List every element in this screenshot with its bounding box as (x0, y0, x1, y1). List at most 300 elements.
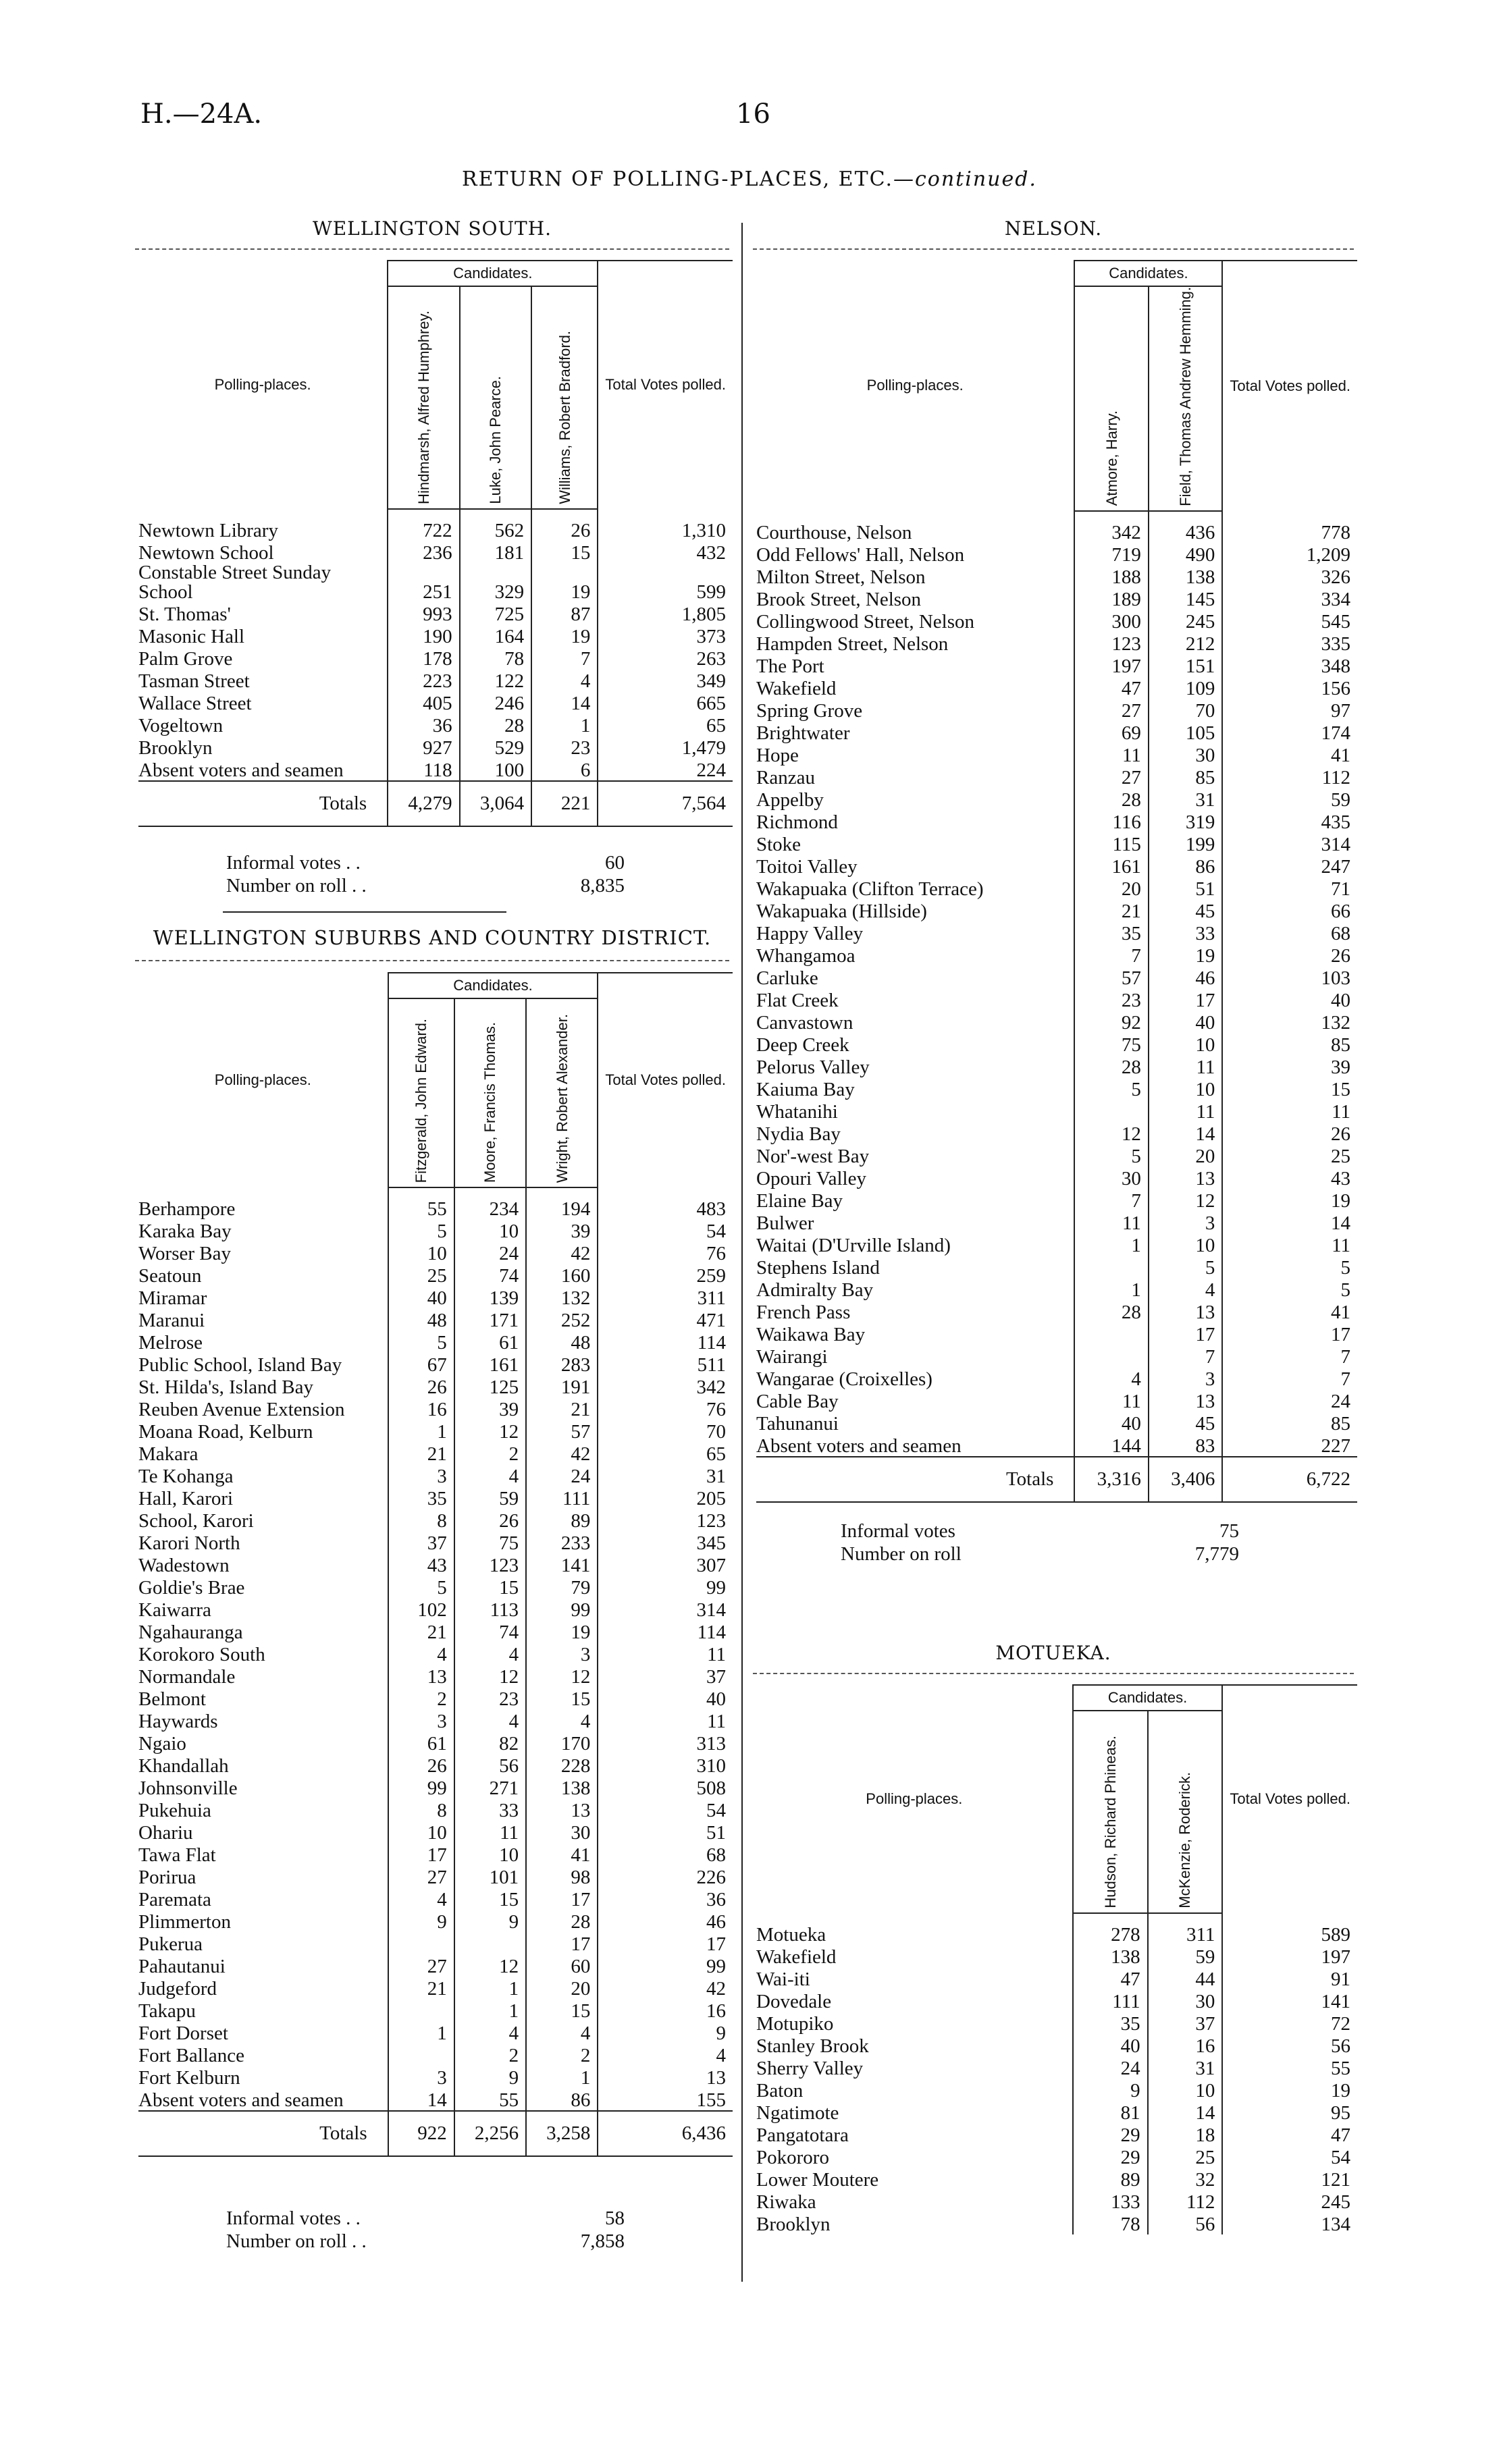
vote-count-cell: 57 (1074, 966, 1148, 988)
table-row (756, 699, 1357, 721)
total-votes-cell: 112 (1222, 766, 1357, 788)
vote-count-cell: 118 (388, 758, 459, 781)
vote-count-cell: 28 (526, 1910, 598, 1932)
vote-count-cell: 13 (1149, 1389, 1222, 1412)
candidate-total-cell: 922 (388, 2111, 454, 2156)
table-row (138, 1464, 733, 1487)
vote-count-cell: 4 (388, 1887, 454, 1910)
polling-place-name: Toitoi Valley (756, 855, 858, 878)
polling-place-name: Collingwood Street, Nelson (756, 610, 975, 633)
vote-count-cell: 15 (454, 1576, 526, 1598)
table-row (756, 944, 1357, 966)
polling-places-header: Polling-places. (214, 376, 311, 393)
polling-place-name: Miramar (138, 1287, 207, 1309)
vote-count-cell: 100 (460, 758, 531, 781)
candidates-header: Candidates. (1073, 1685, 1223, 1711)
vote-count-cell: 111 (526, 1487, 598, 1509)
polling-place-name: Hampden Street, Nelson (756, 633, 949, 655)
polling-place-name: Constable Street Sunday School (138, 562, 332, 603)
total-votes-header: Total Votes polled. (1222, 1685, 1357, 1913)
polling-place-name: Kaiwarra (138, 1599, 211, 1621)
vote-count-cell: 20 (1074, 877, 1148, 899)
vote-count-cell: 138 (1149, 565, 1222, 587)
vote-count-cell (1074, 1256, 1148, 1278)
vote-count-cell: 89 (1073, 2168, 1148, 2190)
table-row (756, 1945, 1357, 1967)
candidate-name: Williams, Robert Bradford. (556, 331, 573, 504)
vote-count-cell: 40 (1073, 2034, 1148, 2056)
vote-count-cell: 15 (531, 541, 598, 563)
vote-count-cell: 30 (1148, 1989, 1223, 2012)
total-votes-cell: 39 (1222, 1055, 1357, 1077)
vote-count-cell: 33 (454, 1798, 526, 1821)
table-row (756, 2145, 1357, 2168)
table-row (756, 1322, 1357, 1345)
polling-place-name: Kaiuma Bay (756, 1078, 855, 1100)
polling-place-name: Cable Bay (756, 1390, 839, 1412)
total-votes-cell: 5 (1222, 1256, 1357, 1278)
polling-place-name: Fort Kelburn (138, 2067, 240, 2089)
polling-place-name: Te Kohanga (138, 1466, 234, 1487)
vote-count-cell: 12 (454, 1665, 526, 1687)
total-votes-cell: 54 (598, 1798, 733, 1821)
total-votes-cell: 42 (598, 1977, 733, 1999)
total-votes-cell: 174 (1222, 721, 1357, 743)
polling-place-name: Pokororo (756, 2147, 829, 2168)
vote-count-cell: 405 (388, 691, 459, 714)
vote-count-cell: 5 (388, 1331, 454, 1353)
vote-count-cell: 16 (1148, 2034, 1223, 2056)
vote-count-cell: 719 (1074, 543, 1148, 565)
vote-count-cell: 246 (460, 691, 531, 714)
table-row (138, 2021, 733, 2043)
polling-place-name: Courthouse, Nelson (756, 521, 912, 543)
total-votes-cell: 16 (598, 1999, 733, 2021)
vote-count-cell: 42 (526, 1442, 598, 1464)
polling-place-name: Moana Road, Kelburn (138, 1421, 313, 1443)
vote-count-cell: 111 (1073, 1989, 1148, 2012)
total-votes-cell: 85 (1222, 1033, 1357, 1055)
vote-count-cell: 12 (454, 1954, 526, 1977)
table-row (756, 1389, 1357, 1412)
table-row (756, 1345, 1357, 1367)
motueka-top-rule (753, 1673, 1354, 1674)
vote-count-cell: 109 (1149, 676, 1222, 699)
polling-place-name: Brook Street, Nelson (756, 588, 922, 610)
total-votes-cell: 247 (1222, 855, 1357, 877)
vote-count-cell: 190 (388, 624, 459, 647)
wellington-south-rows (138, 509, 733, 826)
polling-places-header: Polling-places. (214, 1071, 311, 1088)
total-votes-cell: 11 (598, 1709, 733, 1732)
vote-count-cell: 24 (526, 1464, 598, 1487)
table-row (756, 1913, 1357, 1945)
vote-count-cell: 31 (1149, 788, 1222, 810)
total-votes-cell: 25 (1222, 1144, 1357, 1167)
candidate-total-cell: 2,256 (454, 2111, 526, 2156)
total-votes-cell: 17 (1222, 1322, 1357, 1345)
vote-count-cell: 164 (460, 624, 531, 647)
vote-count-cell: 141 (526, 1553, 598, 1576)
vote-count-cell: 35 (1074, 921, 1148, 944)
vote-count-cell: 57 (526, 1420, 598, 1442)
table-row (756, 1256, 1357, 1278)
polling-place-name: Motueka (756, 1924, 826, 1946)
vote-count-cell: 3 (388, 1709, 454, 1732)
table-row (138, 691, 733, 714)
table-row (138, 1843, 733, 1865)
wellington-south-title: WELLINGTON SOUTH. (312, 217, 552, 240)
total-votes-header: Total Votes polled. (1222, 261, 1357, 511)
vote-count-cell: 23 (1074, 988, 1148, 1011)
total-votes-cell: 156 (1222, 676, 1357, 699)
informal-value: 58 (605, 2207, 625, 2229)
candidate-name: McKenzie, Roderick. (1176, 1772, 1194, 1908)
vote-count-cell: 23 (454, 1687, 526, 1709)
vote-count-cell: 75 (454, 1531, 526, 1553)
candidate-column (531, 286, 598, 509)
total-votes-cell: 227 (1222, 1434, 1357, 1457)
total-votes-cell: 197 (1222, 1945, 1357, 1967)
wellington-south-roll (226, 875, 625, 897)
polling-place-name: Wakefield (756, 1946, 837, 1968)
vote-count-cell: 4 (1149, 1278, 1222, 1300)
vote-count-cell: 12 (1149, 1189, 1222, 1211)
page-title-continued: continued. (915, 167, 1037, 191)
total-votes-cell: 17 (598, 1932, 733, 1954)
total-votes-cell: 134 (1222, 2212, 1357, 2234)
total-votes-cell: 24 (1222, 1389, 1357, 1412)
vote-count-cell: 40 (1074, 1412, 1148, 1434)
polling-place-name: Karori North (138, 1532, 240, 1554)
polling-place-name: Pukehuia (138, 1800, 211, 1821)
polling-place-name: Maranui (138, 1310, 205, 1331)
vote-count-cell: 70 (1149, 699, 1222, 721)
total-votes-cell: 349 (598, 669, 733, 691)
vote-count-cell: 3 (1149, 1211, 1222, 1233)
vote-count-cell: 5 (1149, 1256, 1222, 1278)
candidate-name: Wright, Robert Alexander. (553, 1013, 571, 1183)
polling-place-name: Admiralty Bay (756, 1279, 874, 1301)
polling-place-name: Wangarae (Croixelles) (756, 1368, 932, 1390)
polling-place-name: Goldie's Brae (138, 1577, 245, 1599)
vote-count-cell: 4 (526, 1709, 598, 1732)
candidate-total-cell: 3,064 (460, 781, 531, 826)
table-row (138, 602, 733, 624)
vote-count-cell: 55 (454, 2088, 526, 2111)
vote-count-cell: 15 (526, 1687, 598, 1709)
polling-place-name: Newtown Library (138, 520, 278, 541)
vote-count-cell: 101 (454, 1865, 526, 1887)
total-votes-cell: 15 (1222, 1077, 1357, 1100)
polling-place-name: Pelorus Valley (756, 1056, 870, 1078)
total-votes-cell: 72 (1222, 2012, 1357, 2034)
total-votes-cell: 342 (598, 1375, 733, 1397)
vote-count-cell: 283 (526, 1353, 598, 1375)
table-row (756, 1300, 1357, 1322)
table-row (756, 1100, 1357, 1122)
polling-place-name: Motupiko (756, 2013, 834, 2035)
total-votes-cell: 326 (1222, 565, 1357, 587)
table-row (756, 2123, 1357, 2145)
polling-place-name: Nor'-west Bay (756, 1145, 870, 1167)
total-votes-cell: 76 (598, 1241, 733, 1264)
table-row (756, 511, 1357, 543)
vote-count-cell: 27 (388, 1954, 454, 1977)
vote-count-cell: 236 (388, 541, 459, 563)
table-row (756, 1077, 1357, 1100)
vote-count-cell: 7 (1074, 944, 1148, 966)
vote-count-cell: 112 (1148, 2190, 1223, 2212)
totals-row (756, 1457, 1357, 1502)
total-votes-cell: 1,805 (598, 602, 733, 624)
roll-label: Number on roll . . (226, 2230, 367, 2252)
vote-count-cell: 252 (526, 1308, 598, 1331)
vote-count-cell: 151 (1149, 654, 1222, 676)
vote-count-cell: 35 (1073, 2012, 1148, 2034)
candidate-total-cell: 221 (531, 781, 598, 826)
total-votes-cell: 471 (598, 1308, 733, 1331)
table-row (138, 1687, 733, 1709)
vote-count-cell: 15 (526, 1999, 598, 2021)
total-votes-cell: 31 (598, 1464, 733, 1487)
vote-count-cell: 10 (388, 1241, 454, 1264)
table-row (756, 2056, 1357, 2079)
vote-count-cell: 251 (388, 563, 459, 602)
table-row (756, 966, 1357, 988)
polling-place-name: Public School, Island Bay (138, 1354, 342, 1376)
table-row (138, 1932, 733, 1954)
polling-place-name: Pukerua (138, 1933, 203, 1955)
table-row (756, 2079, 1357, 2101)
table-row (138, 1308, 733, 1331)
table-row (138, 1219, 733, 1241)
vote-count-cell: 8 (388, 1509, 454, 1531)
total-votes-cell: 4 (598, 2043, 733, 2066)
vote-count-cell: 11 (1074, 1389, 1148, 1412)
table-row (756, 1412, 1357, 1434)
polling-place-name: Happy Valley (756, 922, 864, 944)
polling-place-name: Tasman Street (138, 670, 250, 692)
vote-count-cell: 7 (531, 647, 598, 669)
vote-count-cell: 27 (388, 1865, 454, 1887)
table-row (756, 610, 1357, 632)
vote-count-cell: 311 (1148, 1913, 1223, 1945)
vote-count-cell: 17 (388, 1843, 454, 1865)
total-votes-cell: 114 (598, 1620, 733, 1642)
candidate-column (460, 286, 531, 509)
vote-count-cell: 10 (1149, 1033, 1222, 1055)
vote-count-cell: 132 (526, 1286, 598, 1308)
vote-count-cell: 45 (1149, 1412, 1222, 1434)
table-row (138, 1420, 733, 1442)
total-votes-cell: 508 (598, 1776, 733, 1798)
totals-row (138, 781, 733, 826)
vote-count-cell: 234 (454, 1187, 526, 1219)
informal-label: Informal votes (841, 1520, 955, 1542)
total-votes-cell: 36 (598, 1887, 733, 1910)
vote-count-cell: 19 (1149, 944, 1222, 966)
candidate-column (454, 998, 526, 1187)
vote-count-cell: 4 (454, 1642, 526, 1665)
vote-count-cell: 14 (1149, 1122, 1222, 1144)
page-title (0, 167, 1499, 191)
total-votes-cell: 99 (598, 1954, 733, 1977)
polling-place-name: Worser Bay (138, 1243, 231, 1264)
total-votes-cell: 54 (1222, 2145, 1357, 2168)
vote-count-cell: 113 (454, 1598, 526, 1620)
table-row (138, 541, 733, 563)
vote-count-cell: 5 (1074, 1144, 1148, 1167)
vote-count-cell: 21 (526, 1397, 598, 1420)
total-votes-cell: 307 (598, 1553, 733, 1576)
polling-place-name: Belmont (138, 1688, 206, 1710)
polling-place-name: Makara (138, 1443, 199, 1465)
vote-count-cell: 2 (454, 1442, 526, 1464)
candidate-name: Moore, Francis Thomas. (481, 1021, 499, 1183)
vote-count-cell: 4 (531, 669, 598, 691)
polling-place-name: Palm Grove (138, 648, 233, 670)
vote-count-cell: 74 (454, 1264, 526, 1286)
vote-count-cell: 199 (1149, 832, 1222, 855)
wellington-suburbs-top-rule (135, 960, 729, 961)
vote-count-cell (1074, 1322, 1148, 1345)
vote-count-cell: 1 (454, 1999, 526, 2021)
vote-count-cell: 436 (1149, 511, 1222, 543)
vote-count-cell: 2 (454, 2043, 526, 2066)
polling-place-name: French Pass (756, 1301, 851, 1323)
total-votes-cell: 95 (1222, 2101, 1357, 2123)
total-votes-cell: 314 (598, 1598, 733, 1620)
polling-place-name: Masonic Hall (138, 626, 245, 647)
table-row (138, 1397, 733, 1420)
total-votes-cell: 13 (598, 2066, 733, 2088)
vote-count-cell: 115 (1074, 832, 1148, 855)
vote-count-cell: 56 (1148, 2212, 1223, 2234)
vote-count-cell: 4 (526, 2021, 598, 2043)
nelson-table (756, 260, 1357, 1503)
informal-value: 75 (1219, 1520, 1239, 1542)
polling-place-name: Newtown School (138, 542, 274, 564)
table-row (138, 2066, 733, 2088)
nelson-top-rule (753, 248, 1354, 250)
polling-place-name: Ngaio (138, 1733, 186, 1755)
table-row (138, 1509, 733, 1531)
vote-count-cell: 75 (1074, 1033, 1148, 1055)
vote-count-cell: 11 (1074, 743, 1148, 766)
table-row (756, 743, 1357, 766)
vote-count-cell: 11 (454, 1821, 526, 1843)
total-votes-cell: 778 (1222, 511, 1357, 543)
table-row (756, 2034, 1357, 2056)
polling-place-name: Seatoun (138, 1265, 202, 1287)
vote-count-cell: 1 (388, 2021, 454, 2043)
table-row (138, 1910, 733, 1932)
table-row (138, 647, 733, 669)
vote-count-cell: 26 (388, 1375, 454, 1397)
total-votes-cell: 335 (1222, 632, 1357, 654)
total-votes-cell: 26 (1222, 944, 1357, 966)
total-votes-cell: 5 (1222, 1278, 1357, 1300)
vote-count-cell: 59 (1148, 1945, 1223, 1967)
roll-value: 7,858 (580, 2230, 625, 2252)
total-votes-cell: 14 (1222, 1211, 1357, 1233)
totals-label: Totals (756, 1457, 1074, 1502)
vote-count-cell: 9 (1073, 2079, 1148, 2101)
vote-count-cell: 228 (526, 1754, 598, 1776)
vote-count-cell: 1 (1074, 1233, 1148, 1256)
vote-count-cell (388, 1932, 454, 1954)
polling-place-name: Milton Street, Nelson (756, 566, 926, 588)
vote-count-cell: 722 (388, 509, 459, 541)
table-row (756, 1055, 1357, 1077)
vote-count-cell: 25 (1148, 2145, 1223, 2168)
polling-place-name: Spring Grove (756, 699, 863, 722)
polling-place-name: Pangatotara (756, 2124, 849, 2146)
total-votes-cell: 68 (1222, 921, 1357, 944)
polling-place-name: Whatanihi (756, 1100, 838, 1123)
polling-place-name: Johnsonville (138, 1777, 238, 1799)
polling-place-name: Takapu (138, 2000, 196, 2022)
table-row (138, 1999, 733, 2021)
page-title-text: RETURN OF POLLING-PLACES, ETC.— (462, 167, 915, 191)
vote-count-cell (454, 1932, 526, 1954)
table-row (756, 1967, 1357, 1989)
vote-count-cell: 27 (1074, 766, 1148, 788)
total-votes-cell: 66 (1222, 899, 1357, 921)
vote-count-cell: 17 (526, 1932, 598, 1954)
vote-count-cell: 1 (531, 714, 598, 736)
table-row (138, 1776, 733, 1798)
totals-label: Totals (138, 2111, 388, 2156)
vote-count-cell: 17 (526, 1887, 598, 1910)
polling-place-name: Bulwer (756, 1212, 814, 1234)
vote-count-cell: 4 (454, 1709, 526, 1732)
table-row (756, 2168, 1357, 2190)
vote-count-cell: 35 (388, 1487, 454, 1509)
vote-count-cell: 31 (1148, 2056, 1223, 2079)
vote-count-cell: 28 (1074, 788, 1148, 810)
polling-place-name: Wakefield (756, 677, 837, 699)
candidate-total-cell: 3,258 (526, 2111, 598, 2156)
candidate-name: Luke, John Pearce. (487, 376, 504, 504)
vote-count-cell: 41 (526, 1843, 598, 1865)
vote-count-cell: 36 (388, 714, 459, 736)
polling-place-name: Stoke (756, 833, 801, 855)
polling-place-name: Fort Dorset (138, 2023, 228, 2044)
wellington-suburbs-rows (138, 1187, 733, 2156)
table-row (756, 1167, 1357, 1189)
total-votes-cell: 103 (1222, 966, 1357, 988)
vote-count-cell: 24 (454, 1241, 526, 1264)
table-row (756, 2212, 1357, 2234)
total-votes-cell: 432 (598, 541, 733, 563)
vote-count-cell: 89 (526, 1509, 598, 1531)
polling-place-name: Odd Fellows' Hall, Nelson (756, 543, 965, 566)
vote-count-cell: 319 (1149, 810, 1222, 832)
candidate-name: Hudson, Richard Phineas. (1101, 1736, 1119, 1908)
vote-count-cell: 21 (388, 1977, 454, 1999)
vote-count-cell: 17 (1149, 988, 1222, 1011)
vote-count-cell: 329 (460, 563, 531, 602)
total-votes-cell: 68 (598, 1843, 733, 1865)
polling-place-name: Paremata (138, 1889, 211, 1910)
vote-count-cell (1074, 1345, 1148, 1367)
vote-count-cell: 19 (526, 1620, 598, 1642)
polling-place-name: St. Thomas' (138, 604, 231, 625)
polling-place-name: Stephens Island (756, 1256, 880, 1279)
table-row (138, 1709, 733, 1732)
